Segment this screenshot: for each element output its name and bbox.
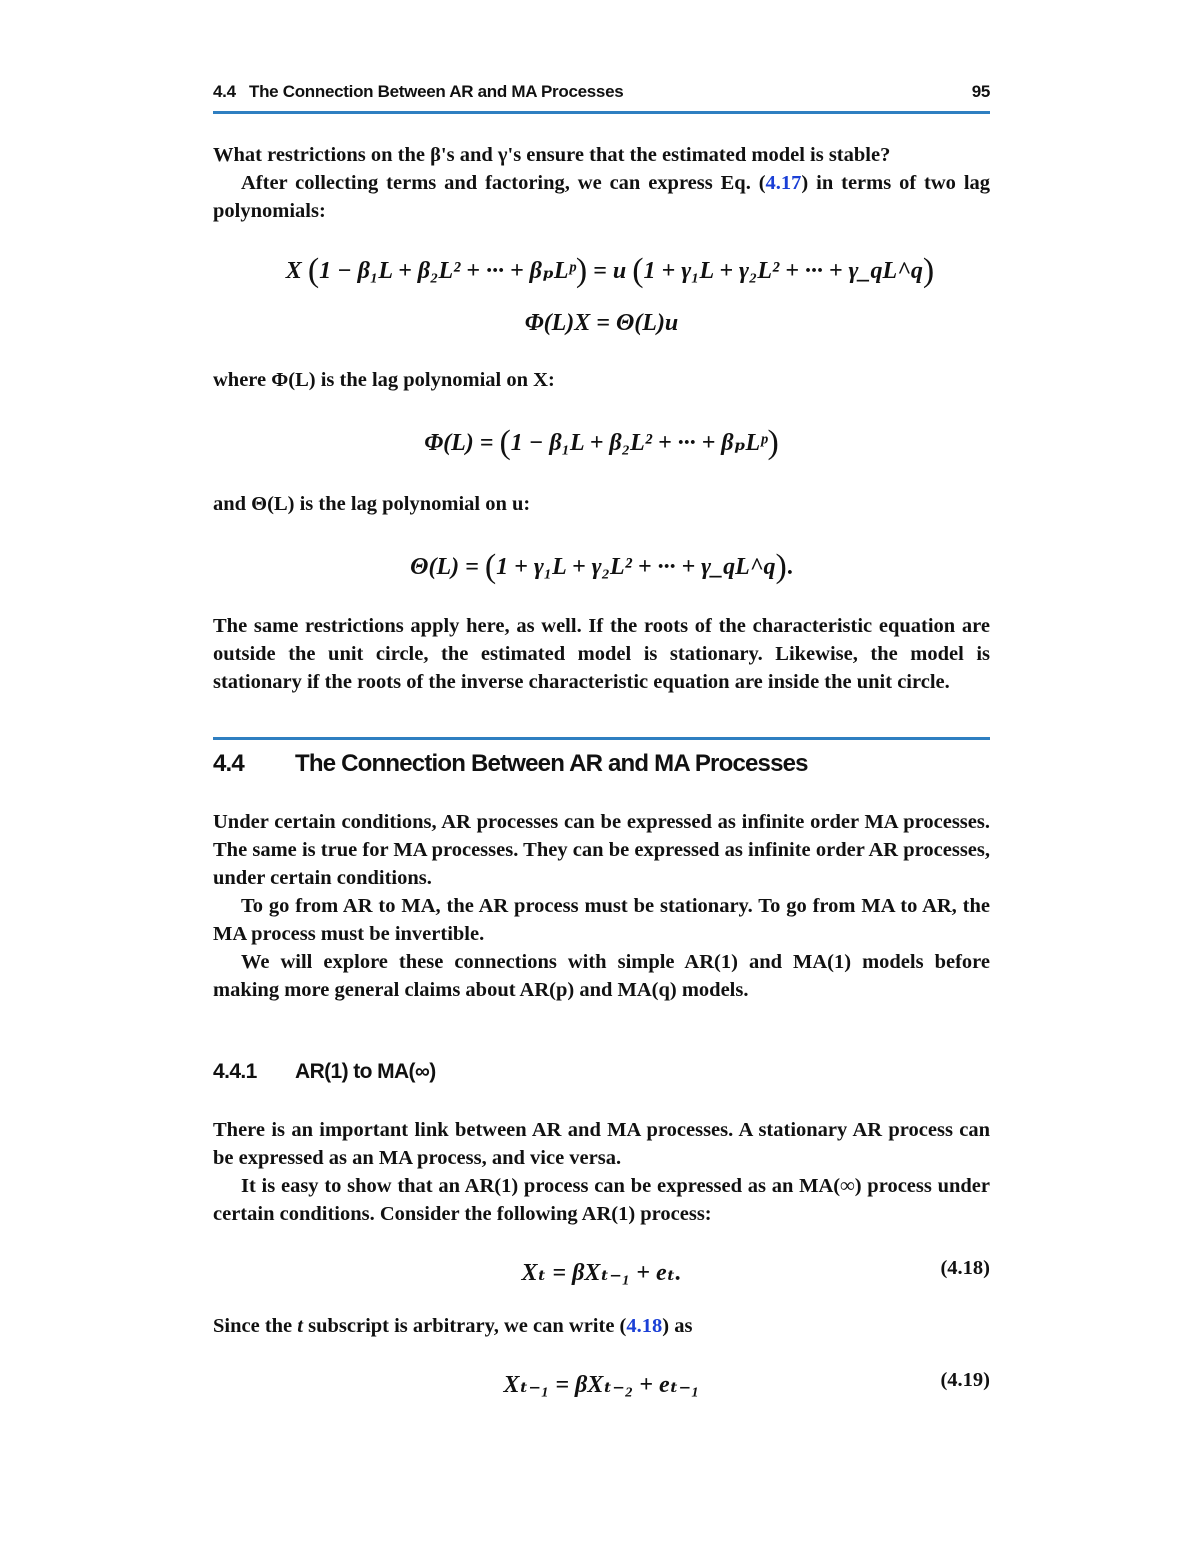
eq-lhs: X (285, 258, 302, 284)
header-rule (213, 111, 990, 114)
equation-4-19 (213, 1369, 990, 1399)
equation-number: (4.18) (940, 1257, 990, 1279)
paragraph-same-restrictions (213, 612, 990, 696)
subsection-number: 4.4.1 (213, 1060, 257, 1083)
paragraph-and-theta (213, 490, 990, 518)
equation-compact (213, 310, 990, 337)
running-title: 4.4 The Connection Between AR and MA Processes (213, 82, 624, 101)
text-span: After collecting terms and factoring, we can express Eq. ( (241, 172, 766, 194)
eq-ar-poly: 1 − β₁L + β₂L² + ··· + βₚLᵖ (319, 258, 576, 284)
section-heading (213, 750, 808, 778)
eq-rhs-prefix: = u (593, 258, 627, 284)
text-line (213, 1312, 990, 1340)
paragraph-stability-question (213, 141, 990, 225)
eq-tail: . (786, 554, 793, 580)
text-line: where Φ(L) is the lag polynomial on X: (213, 369, 555, 391)
text-block: The same restrictions apply here, as well. If the roots of the characteristic equation are outside the unit circle, the estimated model is stationary. Likewise, the model is stationary if the roots of the inverse characteristic equation are inside the unit circle. (213, 615, 990, 693)
equation-factored: X (1 − β₁L + β₂L² + ··· + βₚLᵖ) = u (1 + γ₁L + γ₂L² + ··· + γ_qL^q) (285, 252, 935, 289)
section-number: 4.4 (213, 750, 244, 777)
paragraph-connection (213, 808, 990, 1004)
eq-body: 1 + γ₁L + γ₂L² + ··· + γ_qL^q (496, 554, 776, 580)
paragraph-where-phi (213, 366, 990, 394)
text-span: subscript is arbitrary, we can write ( (302, 1315, 627, 1337)
variable-t: t (297, 1315, 303, 1337)
text-line (213, 169, 990, 225)
text-block: We will explore these connections with simple AR(1) and MA(1) models before making more general claims about AR(p) and MA(q) models. (213, 951, 990, 1001)
text-line: What restrictions on the β's and γ's ensure that the estimated model is stable? (213, 144, 891, 166)
eq-text: Xₜ = βXₜ₋₁ + eₜ. (521, 1260, 682, 1286)
eq-text: Xₜ₋₁ = βXₜ₋₂ + eₜ₋₁ (503, 1372, 700, 1398)
equation-ref-link[interactable]: 4.17 (765, 172, 802, 194)
text-block: To go from AR to MA, the AR process must be stationary. To go from MA to AR, the MA process must be invertible. (213, 895, 990, 945)
text-block: Under certain conditions, AR processes can be expressed as infinite order MA processes. The same is true for MA processes. They can be expressed as infinite order AR processes, under certain conditions. (213, 811, 990, 889)
paragraph-since-t (213, 1312, 990, 1340)
equation-number: (4.19) (940, 1369, 990, 1391)
eq-lhs: Θ(L) = (410, 554, 479, 580)
text-span: Since the (213, 1315, 298, 1337)
equation-theta: Θ(L) = (1 + γ₁L + γ₂L² + ··· + γ_qL^q). (410, 548, 793, 585)
equation-ref-link[interactable]: 4.18 (626, 1315, 663, 1337)
section-rule (213, 737, 990, 740)
text-block: It is easy to show that an AR(1) process can be expressed as an MA(∞) process under certain conditions. Consider the following AR(1) process: (213, 1175, 990, 1225)
equation-4-18 (213, 1257, 990, 1287)
subsection-heading (213, 1060, 436, 1084)
eq-text: Φ(L)X = Θ(L)u (524, 310, 679, 336)
running-header (213, 82, 990, 104)
text-span: ) in terms of two lag polynomials: (213, 172, 991, 222)
eq-ma-poly: 1 + γ₁L + γ₂L² + ··· + γ_qL^q (643, 258, 923, 284)
eq-body: 1 − β₁L + β₂L² + ··· + βₚLᵖ (510, 430, 768, 456)
text-line: and Θ(L) is the lag polynomial on u: (213, 493, 531, 515)
equation-phi: Φ(L) = (1 − β₁L + β₂L² + ··· + βₚLᵖ) (424, 424, 779, 461)
paragraph-ar-ma-link (213, 1116, 990, 1228)
subsection-title: AR(1) to MA(∞) (295, 1060, 436, 1083)
section-title: The Connection Between AR and MA Processes (295, 750, 808, 777)
page-number: 95 (971, 82, 990, 101)
text-span: ) as (662, 1315, 693, 1337)
text-block: There is an important link between AR and MA processes. A stationary AR process can be expressed as an MA process, and vice versa. (213, 1119, 990, 1169)
eq-lhs: Φ(L) = (424, 430, 494, 456)
